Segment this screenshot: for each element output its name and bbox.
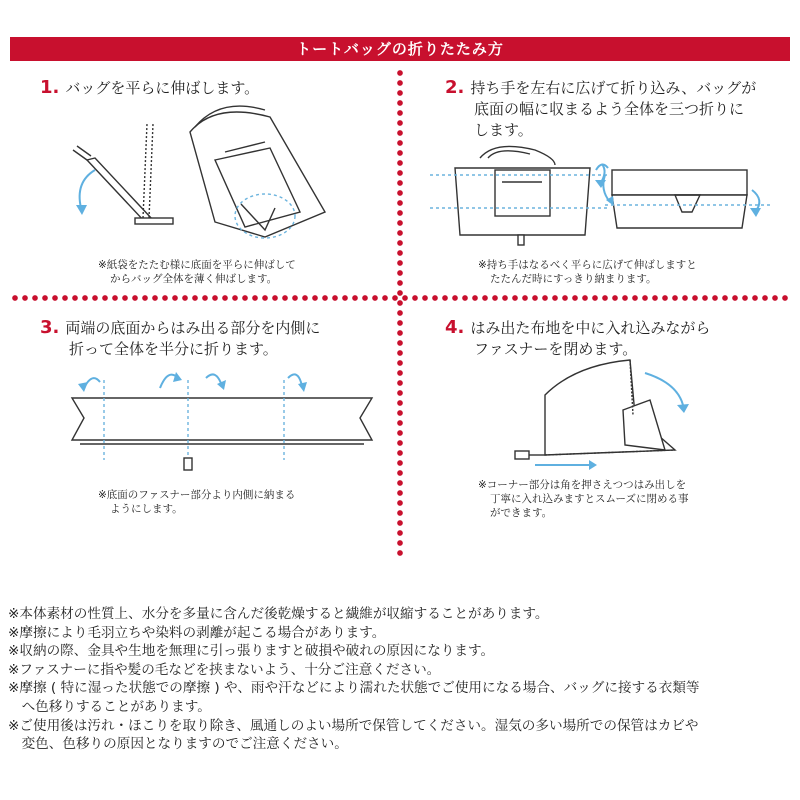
step-4-note-line-2: 丁寧に入れ込みますとスムーズに閉める事	[490, 493, 689, 505]
step-2-line-1: 持ち手を左右に広げて折り込み、バッグが	[470, 79, 757, 97]
step-1-note-line-1: ※紙袋をたたむ様に底面を平らに伸ばして	[98, 259, 296, 271]
step-4-illustration	[505, 355, 705, 475]
step-1-illustration	[65, 112, 315, 252]
step-3-text	[40, 317, 320, 360]
step-3-number: 3.	[40, 317, 60, 338]
bottom-note: ※ご使用後は汚れ・ほこりを取り除き、風通しのよい場所で保管してください。湿気の多い場所での保管はカビや	[8, 717, 699, 734]
step-2-note-line-2: たたんだ時にすっきり納まります。	[490, 273, 657, 285]
step-2-line-3: します。	[474, 121, 533, 139]
step-3-note-line-2: ようにします。	[110, 503, 183, 515]
bottom-note: ※摩擦により毛羽立ちや染料の剥離が起こる場合があります。	[8, 624, 386, 641]
bottom-note: 変色、色移りの原因となりますのでご注意ください。	[8, 736, 348, 753]
vertical-dotted-divider	[396, 68, 404, 558]
bottom-note: ※本体素材の性質上、水分を多量に含んだ後乾燥すると繊維が収縮することがあります。	[8, 606, 549, 622]
bottom-note: ※摩擦 ( 特に湿った状態での摩擦 ) や、雨や汗などにより濡れた状態でご使用になる場合、バッグに接する衣類等	[8, 680, 700, 697]
bottom-note: ※収納の際、金具や生地を無理に引っ張りますと破損や破れの原因になります。	[8, 643, 495, 660]
step-2-number: 2.	[445, 77, 465, 98]
step-4-note-line-3: ができます。	[490, 507, 553, 519]
step-4-line-1: はみ出た布地を中に入れ込みながら	[470, 319, 711, 337]
step-1-number: 1.	[40, 77, 60, 98]
bottom-notes	[8, 605, 798, 754]
step-2-line-2: 底面の幅に収まるよう全体を三つ折りに	[474, 100, 745, 118]
step-3-note-line-1: ※底面のファスナー部分より内側に納まる	[98, 489, 296, 501]
step-2-note-line-1: ※持ち手はなるべく平らに広げて伸ばしますと	[478, 259, 697, 271]
page-title: トートバッグの折りたたみ方	[10, 37, 790, 61]
step-3-line-1: 両端の底面からはみ出る部分を内側に	[65, 319, 321, 337]
step-1-text	[40, 77, 259, 99]
step-1-note	[98, 258, 296, 286]
step-4-text	[445, 317, 710, 360]
step-1-note-line-2: からバッグ全体を薄く伸ばします。	[110, 273, 278, 285]
bottom-note: へ色移りすることがあります。	[8, 698, 211, 715]
horizontal-dotted-divider	[10, 295, 790, 301]
step-2-text	[445, 77, 756, 141]
step-4-number: 4.	[445, 317, 465, 338]
step-1-line-1: バッグを平らに伸ばします。	[65, 79, 260, 97]
step-2-illustration	[430, 140, 775, 250]
step-4-line-2: ファスナーを閉めます。	[474, 340, 638, 358]
step-3-line-2: 折って全体を半分に折ります。	[69, 340, 278, 358]
step-4-note	[478, 478, 688, 520]
step-3-illustration	[60, 360, 380, 470]
step-2-note	[478, 258, 697, 286]
step-3-note	[98, 488, 295, 516]
bottom-note: ※ファスナーに指や髪の毛などを挟まないよう、十分ご注意ください。	[8, 661, 441, 678]
step-4-note-line-1: ※コーナー部分は角を押さえつつはみ出しを	[478, 479, 687, 491]
